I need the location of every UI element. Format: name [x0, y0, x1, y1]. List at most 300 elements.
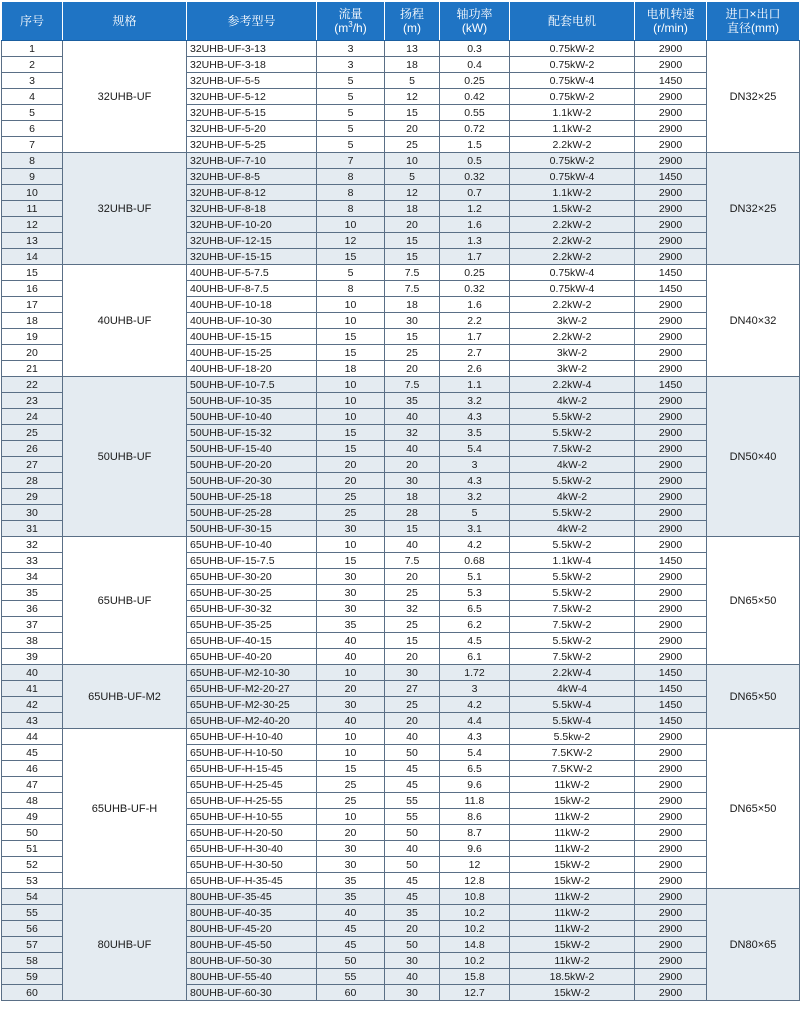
port-cell: DN65×50 [707, 729, 800, 889]
flow-cell: 3 [317, 57, 385, 73]
flow-cell: 10 [317, 217, 385, 233]
model-cell: 65UHB-UF-M2-40-20 [187, 713, 317, 729]
power-cell: 12.7 [440, 985, 510, 1001]
speed-cell: 2900 [635, 457, 707, 473]
model-cell: 40UHB-UF-10-30 [187, 313, 317, 329]
spec-cell: 65UHB-UF-M2 [63, 665, 187, 729]
power-cell: 5.1 [440, 569, 510, 585]
model-cell: 65UHB-UF-10-40 [187, 537, 317, 553]
flow-cell: 40 [317, 633, 385, 649]
flow-cell: 5 [317, 89, 385, 105]
speed-cell: 2900 [635, 985, 707, 1001]
motor-cell: 2.2kW-4 [510, 377, 635, 393]
head-cell: 25 [385, 617, 440, 633]
speed-cell: 2900 [635, 873, 707, 889]
seq-cell: 37 [2, 617, 63, 633]
header-port-label: 进口×出口 [725, 7, 781, 21]
head-cell: 13 [385, 41, 440, 57]
motor-cell: 1.1kW-4 [510, 553, 635, 569]
speed-cell: 2900 [635, 761, 707, 777]
speed-cell: 1450 [635, 281, 707, 297]
head-cell: 35 [385, 393, 440, 409]
seq-cell: 20 [2, 345, 63, 361]
speed-cell: 2900 [635, 41, 707, 57]
power-cell: 6.2 [440, 617, 510, 633]
speed-cell: 2900 [635, 329, 707, 345]
seq-cell: 60 [2, 985, 63, 1001]
spec-group [2, 41, 800, 153]
table-row [2, 41, 800, 57]
power-cell: 1.2 [440, 201, 510, 217]
speed-cell: 2900 [635, 889, 707, 905]
port-cell: DN65×50 [707, 665, 800, 729]
speed-cell: 1450 [635, 169, 707, 185]
head-cell: 7.5 [385, 281, 440, 297]
pump-spec-table [1, 1, 800, 1001]
head-cell: 15 [385, 633, 440, 649]
seq-cell: 38 [2, 633, 63, 649]
header-model: 参考型号 [187, 2, 317, 41]
head-cell: 50 [385, 937, 440, 953]
power-cell: 6.1 [440, 649, 510, 665]
power-cell: 0.68 [440, 553, 510, 569]
motor-cell: 7.5kW-2 [510, 617, 635, 633]
power-cell: 0.55 [440, 105, 510, 121]
head-cell: 15 [385, 329, 440, 345]
flow-cell: 5 [317, 137, 385, 153]
model-cell: 40UHB-UF-8-7.5 [187, 281, 317, 297]
speed-cell: 2900 [635, 361, 707, 377]
spec-group [2, 665, 800, 729]
model-cell: 40UHB-UF-5-7.5 [187, 265, 317, 281]
head-cell: 20 [385, 713, 440, 729]
spec-cell: 32UHB-UF [63, 41, 187, 153]
flow-cell: 20 [317, 457, 385, 473]
head-cell: 40 [385, 537, 440, 553]
header-motor: 配套电机 [510, 2, 635, 41]
motor-cell: 0.75kW-4 [510, 265, 635, 281]
speed-cell: 2900 [635, 825, 707, 841]
flow-cell: 10 [317, 537, 385, 553]
flow-cell: 15 [317, 761, 385, 777]
flow-cell: 8 [317, 185, 385, 201]
speed-cell: 2900 [635, 89, 707, 105]
model-cell: 80UHB-UF-45-50 [187, 937, 317, 953]
seq-cell: 45 [2, 745, 63, 761]
model-cell: 32UHB-UF-10-20 [187, 217, 317, 233]
model-cell: 50UHB-UF-20-20 [187, 457, 317, 473]
motor-cell: 4kW-2 [510, 521, 635, 537]
motor-cell: 5.5kW-4 [510, 697, 635, 713]
head-cell: 30 [385, 985, 440, 1001]
motor-cell: 15kW-2 [510, 985, 635, 1001]
seq-cell: 16 [2, 281, 63, 297]
motor-cell: 5.5kW-2 [510, 569, 635, 585]
speed-cell: 2900 [635, 537, 707, 553]
power-cell: 4.3 [440, 409, 510, 425]
motor-cell: 2.2kW-2 [510, 217, 635, 233]
power-cell: 10.8 [440, 889, 510, 905]
flow-cell: 25 [317, 777, 385, 793]
table-row [2, 665, 800, 681]
motor-cell: 2.2kW-2 [510, 137, 635, 153]
speed-cell: 2900 [635, 601, 707, 617]
flow-cell: 25 [317, 793, 385, 809]
seq-cell: 23 [2, 393, 63, 409]
power-cell: 0.72 [440, 121, 510, 137]
power-cell: 10.2 [440, 905, 510, 921]
head-cell: 7.5 [385, 377, 440, 393]
head-cell: 28 [385, 505, 440, 521]
speed-cell: 2900 [635, 521, 707, 537]
head-cell: 18 [385, 297, 440, 313]
head-cell: 45 [385, 777, 440, 793]
speed-cell: 1450 [635, 553, 707, 569]
power-cell: 4.4 [440, 713, 510, 729]
power-cell: 1.3 [440, 233, 510, 249]
model-cell: 32UHB-UF-5-25 [187, 137, 317, 153]
speed-cell: 2900 [635, 969, 707, 985]
seq-cell: 19 [2, 329, 63, 345]
model-cell: 40UHB-UF-10-18 [187, 297, 317, 313]
flow-cell: 7 [317, 153, 385, 169]
motor-cell: 3kW-2 [510, 313, 635, 329]
spec-cell: 40UHB-UF [63, 265, 187, 377]
power-cell: 3 [440, 457, 510, 473]
head-cell: 25 [385, 137, 440, 153]
table-row [2, 377, 800, 393]
speed-cell: 2900 [635, 249, 707, 265]
model-cell: 32UHB-UF-15-15 [187, 249, 317, 265]
flow-cell: 35 [317, 873, 385, 889]
flow-cell: 8 [317, 169, 385, 185]
flow-cell: 10 [317, 665, 385, 681]
seq-cell: 6 [2, 121, 63, 137]
power-cell: 10.2 [440, 921, 510, 937]
speed-cell: 1450 [635, 73, 707, 89]
flow-cell: 30 [317, 521, 385, 537]
flow-cell: 45 [317, 921, 385, 937]
model-cell: 65UHB-UF-H-25-45 [187, 777, 317, 793]
model-cell: 65UHB-UF-H-20-50 [187, 825, 317, 841]
power-cell: 6.5 [440, 761, 510, 777]
seq-cell: 54 [2, 889, 63, 905]
model-cell: 50UHB-UF-25-18 [187, 489, 317, 505]
model-cell: 50UHB-UF-15-32 [187, 425, 317, 441]
motor-cell: 0.75kW-2 [510, 153, 635, 169]
flow-cell: 5 [317, 105, 385, 121]
head-cell: 55 [385, 809, 440, 825]
seq-cell: 10 [2, 185, 63, 201]
speed-cell: 1450 [635, 697, 707, 713]
model-cell: 65UHB-UF-30-20 [187, 569, 317, 585]
head-cell: 7.5 [385, 553, 440, 569]
head-cell: 5 [385, 169, 440, 185]
head-cell: 32 [385, 425, 440, 441]
model-cell: 80UHB-UF-35-45 [187, 889, 317, 905]
seq-cell: 29 [2, 489, 63, 505]
port-cell: DN32×25 [707, 41, 800, 153]
model-cell: 32UHB-UF-5-5 [187, 73, 317, 89]
motor-cell: 11kW-2 [510, 953, 635, 969]
flow-cell: 10 [317, 409, 385, 425]
flow-cell: 5 [317, 265, 385, 281]
power-cell: 4.2 [440, 697, 510, 713]
header-row [2, 2, 800, 41]
seq-cell: 30 [2, 505, 63, 521]
motor-cell: 15kW-2 [510, 873, 635, 889]
motor-cell: 1.5kW-2 [510, 201, 635, 217]
motor-cell: 5.5kW-2 [510, 425, 635, 441]
head-cell: 50 [385, 825, 440, 841]
power-cell: 9.6 [440, 841, 510, 857]
header-spec: 规格 [63, 2, 187, 41]
spec-cell: 80UHB-UF [63, 889, 187, 1001]
port-cell: DN65×50 [707, 537, 800, 665]
speed-cell: 1450 [635, 713, 707, 729]
seq-cell: 49 [2, 809, 63, 825]
port-cell: DN32×25 [707, 153, 800, 265]
header-head [385, 2, 440, 41]
motor-cell: 0.75kW-4 [510, 281, 635, 297]
head-cell: 35 [385, 905, 440, 921]
model-cell: 32UHB-UF-5-20 [187, 121, 317, 137]
flow-cell: 55 [317, 969, 385, 985]
speed-cell: 2900 [635, 105, 707, 121]
motor-cell: 4kW-2 [510, 393, 635, 409]
seq-cell: 11 [2, 201, 63, 217]
power-cell: 11.8 [440, 793, 510, 809]
seq-cell: 18 [2, 313, 63, 329]
model-cell: 50UHB-UF-20-30 [187, 473, 317, 489]
model-cell: 65UHB-UF-H-30-50 [187, 857, 317, 873]
spec-group [2, 729, 800, 889]
header-flow-unit: $(m^3/h)$ [334, 20, 367, 35]
seq-cell: 55 [2, 905, 63, 921]
power-cell: 8.7 [440, 825, 510, 841]
header-head-label: 扬程 [399, 7, 424, 21]
power-cell: 1.7 [440, 249, 510, 265]
model-cell: 65UHB-UF-M2-10-30 [187, 665, 317, 681]
head-cell: 20 [385, 569, 440, 585]
header-speed-unit: (r/min) [653, 21, 688, 35]
port-cell: DN80×65 [707, 889, 800, 1001]
seq-cell: 56 [2, 921, 63, 937]
power-cell: 1.5 [440, 137, 510, 153]
flow-cell: 20 [317, 473, 385, 489]
seq-cell: 7 [2, 137, 63, 153]
model-cell: 80UHB-UF-45-20 [187, 921, 317, 937]
flow-cell: 10 [317, 729, 385, 745]
motor-cell: 4kW-2 [510, 489, 635, 505]
flow-cell: 10 [317, 745, 385, 761]
model-cell: 65UHB-UF-H-15-45 [187, 761, 317, 777]
head-cell: 20 [385, 921, 440, 937]
power-cell: 3.5 [440, 425, 510, 441]
motor-cell: 15kW-2 [510, 937, 635, 953]
motor-cell: 7.5kW-2 [510, 601, 635, 617]
flow-cell: 10 [317, 377, 385, 393]
flow-cell: 18 [317, 361, 385, 377]
spec-group [2, 377, 800, 537]
motor-cell: 3kW-2 [510, 361, 635, 377]
spec-group [2, 265, 800, 377]
speed-cell: 2900 [635, 841, 707, 857]
speed-cell: 1450 [635, 665, 707, 681]
power-cell: 5 [440, 505, 510, 521]
port-cell: DN40×32 [707, 265, 800, 377]
motor-cell: 5.5kW-2 [510, 505, 635, 521]
table-row [2, 265, 800, 281]
motor-cell: 5.5kW-2 [510, 585, 635, 601]
flow-cell: 10 [317, 297, 385, 313]
head-cell: 55 [385, 793, 440, 809]
motor-cell: 0.75kW-2 [510, 89, 635, 105]
flow-cell: 30 [317, 841, 385, 857]
speed-cell: 2900 [635, 809, 707, 825]
seq-cell: 42 [2, 697, 63, 713]
motor-cell: 7.5kW-2 [510, 649, 635, 665]
seq-cell: 46 [2, 761, 63, 777]
motor-cell: 11kW-2 [510, 905, 635, 921]
motor-cell: 1.1kW-2 [510, 185, 635, 201]
power-cell: 1.6 [440, 297, 510, 313]
seq-cell: 51 [2, 841, 63, 857]
seq-cell: 36 [2, 601, 63, 617]
seq-cell: 32 [2, 537, 63, 553]
motor-cell: 2.2kW-2 [510, 297, 635, 313]
power-cell: 1.7 [440, 329, 510, 345]
seq-cell: 33 [2, 553, 63, 569]
speed-cell: 2900 [635, 921, 707, 937]
head-cell: 40 [385, 841, 440, 857]
speed-cell: 1450 [635, 377, 707, 393]
spec-group [2, 153, 800, 265]
seq-cell: 4 [2, 89, 63, 105]
seq-cell: 13 [2, 233, 63, 249]
head-cell: 45 [385, 873, 440, 889]
flow-cell: 30 [317, 697, 385, 713]
model-cell: 50UHB-UF-10-40 [187, 409, 317, 425]
speed-cell: 2900 [635, 633, 707, 649]
motor-cell: 2.2kW-4 [510, 665, 635, 681]
head-cell: 40 [385, 441, 440, 457]
head-cell: 25 [385, 345, 440, 361]
seq-cell: 17 [2, 297, 63, 313]
spec-group [2, 537, 800, 665]
model-cell: 32UHB-UF-3-13 [187, 41, 317, 57]
head-cell: 20 [385, 457, 440, 473]
seq-cell: 48 [2, 793, 63, 809]
head-cell: 10 [385, 153, 440, 169]
power-cell: 6.5 [440, 601, 510, 617]
model-cell: 80UHB-UF-40-35 [187, 905, 317, 921]
power-cell: 0.32 [440, 169, 510, 185]
motor-cell: 5.5kW-2 [510, 633, 635, 649]
speed-cell: 2900 [635, 569, 707, 585]
head-cell: 20 [385, 217, 440, 233]
speed-cell: 2900 [635, 777, 707, 793]
power-cell: 0.7 [440, 185, 510, 201]
flow-cell: 5 [317, 121, 385, 137]
spec-cell: 65UHB-UF-H [63, 729, 187, 889]
model-cell: 40UHB-UF-15-15 [187, 329, 317, 345]
head-cell: 15 [385, 105, 440, 121]
seq-cell: 3 [2, 73, 63, 89]
flow-cell: 10 [317, 313, 385, 329]
seq-cell: 5 [2, 105, 63, 121]
power-cell: 4.5 [440, 633, 510, 649]
head-cell: 15 [385, 233, 440, 249]
seq-cell: 44 [2, 729, 63, 745]
model-cell: 32UHB-UF-8-5 [187, 169, 317, 185]
head-cell: 12 [385, 185, 440, 201]
head-cell: 40 [385, 969, 440, 985]
flow-cell: 10 [317, 393, 385, 409]
model-cell: 65UHB-UF-H-10-55 [187, 809, 317, 825]
model-cell: 32UHB-UF-8-18 [187, 201, 317, 217]
speed-cell: 2900 [635, 137, 707, 153]
speed-cell: 2900 [635, 313, 707, 329]
head-cell: 45 [385, 761, 440, 777]
seq-cell: 57 [2, 937, 63, 953]
seq-cell: 35 [2, 585, 63, 601]
head-cell: 18 [385, 489, 440, 505]
head-cell: 20 [385, 649, 440, 665]
model-cell: 65UHB-UF-30-32 [187, 601, 317, 617]
seq-cell: 8 [2, 153, 63, 169]
power-cell: 4.2 [440, 537, 510, 553]
model-cell: 32UHB-UF-8-12 [187, 185, 317, 201]
spec-cell: 32UHB-UF [63, 153, 187, 265]
seq-cell: 14 [2, 249, 63, 265]
power-cell: 0.4 [440, 57, 510, 73]
model-cell: 65UHB-UF-40-20 [187, 649, 317, 665]
speed-cell: 2900 [635, 153, 707, 169]
model-cell: 65UHB-UF-30-25 [187, 585, 317, 601]
head-cell: 30 [385, 665, 440, 681]
model-cell: 32UHB-UF-5-12 [187, 89, 317, 105]
seq-cell: 9 [2, 169, 63, 185]
model-cell: 65UHB-UF-H-25-55 [187, 793, 317, 809]
power-cell: 0.32 [440, 281, 510, 297]
model-cell: 65UHB-UF-H-10-50 [187, 745, 317, 761]
table-row [2, 153, 800, 169]
power-cell: 8.6 [440, 809, 510, 825]
model-cell: 65UHB-UF-40-15 [187, 633, 317, 649]
speed-cell: 2900 [635, 473, 707, 489]
head-cell: 25 [385, 697, 440, 713]
flow-cell: 35 [317, 617, 385, 633]
header-speed [635, 2, 707, 41]
speed-cell: 2900 [635, 297, 707, 313]
flow-cell: 50 [317, 953, 385, 969]
power-cell: 0.42 [440, 89, 510, 105]
power-cell: 1.6 [440, 217, 510, 233]
seq-cell: 47 [2, 777, 63, 793]
power-cell: 12.8 [440, 873, 510, 889]
model-cell: 32UHB-UF-3-18 [187, 57, 317, 73]
power-cell: 4.3 [440, 729, 510, 745]
power-cell: 9.6 [440, 777, 510, 793]
head-cell: 18 [385, 201, 440, 217]
speed-cell: 2900 [635, 121, 707, 137]
flow-cell: 15 [317, 329, 385, 345]
speed-cell: 2900 [635, 489, 707, 505]
speed-cell: 2900 [635, 345, 707, 361]
motor-cell: 4kW-4 [510, 681, 635, 697]
seq-cell: 34 [2, 569, 63, 585]
